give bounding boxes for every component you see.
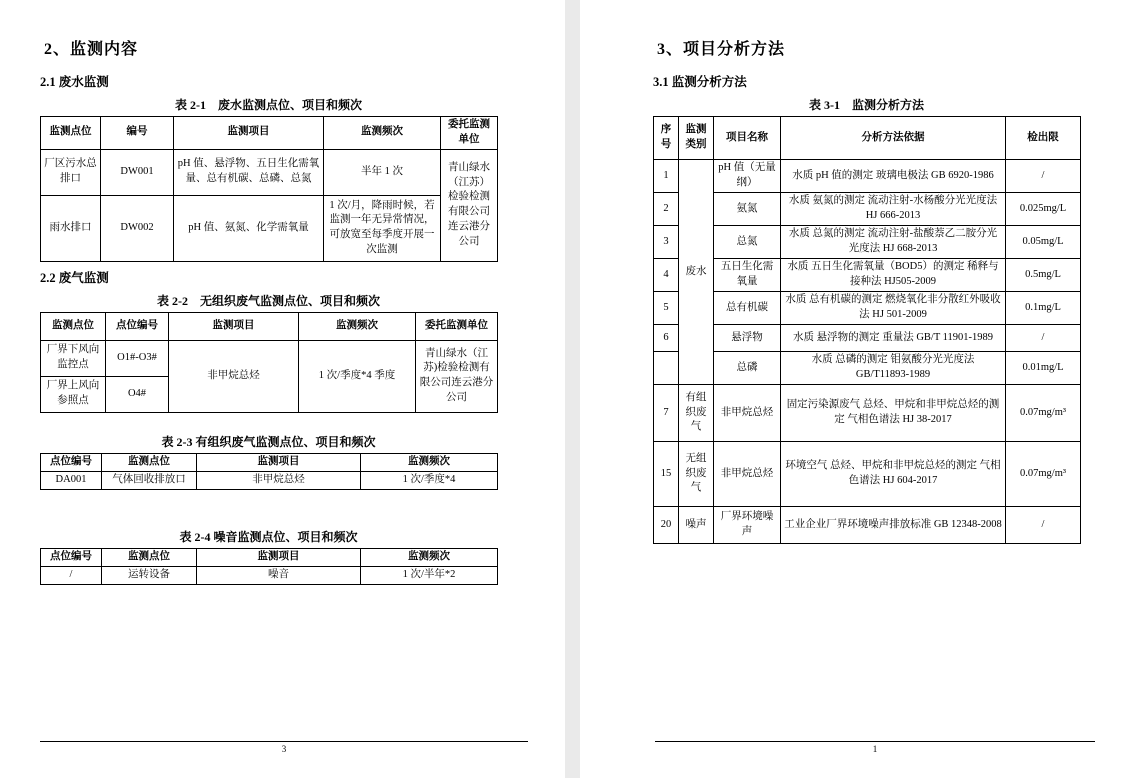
table-row [41, 149, 498, 195]
category-cell-organized-gas: 有组织废气 [679, 385, 714, 442]
frequency-cell: 1 次/半年*2 [361, 566, 498, 584]
detection-limit-cell: 0.05mg/L [1006, 226, 1081, 259]
frequency-cell: 1 次/季度*4 [361, 471, 498, 489]
page-right-content [653, 36, 1080, 544]
method-cell: 水质 五日生化需氧量（BOD5）的测定 稀释与接种法 HJ505-2009 [781, 259, 1006, 292]
table-row [41, 340, 498, 376]
point-code-cell: DW001 [101, 149, 174, 195]
frequency-cell: 1 次/月，降雨时候，若监测一年无异常情况，可放宽至每季度开展一次监测 [324, 195, 441, 261]
table-2-4-caption: 表 2-4 噪音监测点位、项目和频次 [179, 529, 358, 544]
column-header: 监测频次 [324, 117, 441, 150]
heading-3-1: 3.1 监测分析方法 [653, 75, 747, 89]
table-2-2-header-row [41, 312, 498, 340]
column-header: 监测频次 [299, 312, 416, 340]
column-header: 监测频次 [361, 453, 498, 471]
point-code-cell: O1#-O3# [106, 340, 169, 376]
page-left-content [40, 36, 497, 585]
method-cell: 水质 pH 值的测定 玻璃电极法 GB 6920-1986 [781, 160, 1006, 193]
table-row [654, 193, 1081, 226]
table-2-3-header-row [41, 453, 498, 471]
table-3-1-caption: 表 3-1 监测分析方法 [809, 98, 924, 112]
table-2-4 [40, 548, 498, 585]
detection-limit-cell: 0.07mg/m³ [1006, 385, 1081, 442]
row-number-cell: 3 [654, 226, 679, 259]
method-cell: 工业企业厂界环境噪声排放标准 GB 12348-2008 [781, 507, 1006, 544]
column-header: 监测点位 [102, 548, 197, 566]
monitor-items-cell: pH 值、氨氮、化学需氧量 [174, 195, 324, 261]
column-header: 分析方法依据 [781, 117, 1006, 160]
table-2-1-header-row [41, 117, 498, 150]
point-code-cell: O4# [106, 376, 169, 412]
table-row [654, 507, 1081, 544]
table-row [654, 160, 1081, 193]
column-header: 检出限 [1006, 117, 1081, 160]
method-cell: 环境空气 总烃、甲烷和非甲烷总烃的测定 气相色谱法 HJ 604-2017 [781, 442, 1006, 507]
column-header: 监测项目 [197, 548, 361, 566]
item-name-cell: 氨氮 [714, 193, 781, 226]
column-header: 监测点位 [41, 312, 106, 340]
column-header: 项目名称 [714, 117, 781, 160]
table-row [41, 471, 498, 489]
section-title-3: 3、项目分析方法 [657, 41, 786, 58]
table-2-3 [40, 453, 498, 490]
category-cell-unorganized-gas: 无组织废气 [679, 442, 714, 507]
row-number-cell: 2 [654, 193, 679, 226]
page-left [0, 0, 565, 778]
method-cell: 水质 悬浮物的测定 重量法 GB/T 11901-1989 [781, 325, 1006, 352]
column-header: 监测点位 [41, 117, 101, 150]
heading-2-2: 2.2 废气监测 [40, 270, 109, 285]
page-left-footer [40, 741, 528, 754]
commissioned-unit-cell: 青山绿水（江苏）检验检测有限公司连云港分公司 [441, 149, 498, 261]
row-number-cell: 4 [654, 259, 679, 292]
column-header: 监测频次 [361, 548, 498, 566]
point-code-cell: DW002 [101, 195, 174, 261]
item-name-cell: 非甲烷总烃 [714, 385, 781, 442]
monitor-items-cell: 非甲烷总烃 [197, 471, 361, 489]
method-cell: 水质 总氮的测定 流动注射-盐酸萘乙二胺分光光度法 HJ 668-2013 [781, 226, 1006, 259]
table-row [41, 566, 498, 584]
monitor-point-cell: 气体回收排放口 [102, 471, 197, 489]
item-name-cell: 总磷 [714, 352, 781, 385]
table-row [654, 325, 1081, 352]
page-gutter [565, 0, 580, 778]
section-title-2: 2、监测内容 [44, 41, 139, 58]
page-right [580, 0, 1140, 778]
column-header: 监测项目 [197, 453, 361, 471]
table-row [654, 226, 1081, 259]
method-cell: 水质 氨氮的测定 流动注射-水杨酸分光光度法 HJ 666-2013 [781, 193, 1006, 226]
detection-limit-cell: 0.025mg/L [1006, 193, 1081, 226]
item-name-cell: 总氮 [714, 226, 781, 259]
row-number-cell: 7 [654, 385, 679, 442]
row-number-cell: 1 [654, 160, 679, 193]
row-number-cell: 6 [654, 325, 679, 352]
column-header: 点位编号 [41, 548, 102, 566]
table-row [654, 385, 1081, 442]
table-3-1 [653, 116, 1081, 544]
frequency-cell: 1 次/季度*4 季度 [299, 340, 416, 412]
method-cell: 水质 总有机碳的测定 燃烧氧化非分散红外吸收法 HJ 501-2009 [781, 292, 1006, 325]
page-number: 3 [281, 744, 287, 754]
detection-limit-cell: 0.01mg/L [1006, 352, 1081, 385]
monitor-items-cell: 噪音 [197, 566, 361, 584]
table-2-1 [40, 116, 498, 262]
table-3-1-header-row [654, 117, 1081, 160]
table-2-2-caption: 表 2-2 无组织废气监测点位、项目和频次 [157, 293, 380, 308]
page-number: 1 [872, 744, 878, 754]
monitor-point-cell: 厂区污水总排口 [41, 149, 101, 195]
column-header: 监测项目 [174, 117, 324, 150]
table-2-1-caption: 表 2-1 废水监测点位、项目和频次 [175, 98, 362, 112]
item-name-cell: 总有机碳 [714, 292, 781, 325]
column-header: 点位编号 [106, 312, 169, 340]
column-header: 编号 [101, 117, 174, 150]
monitor-items-cell: 非甲烷总烃 [169, 340, 299, 412]
detection-limit-cell: 0.07mg/m³ [1006, 442, 1081, 507]
detection-limit-cell: 0.5mg/L [1006, 259, 1081, 292]
item-name-cell: pH 值（无量纲） [714, 160, 781, 193]
column-header: 点位编号 [41, 453, 102, 471]
item-name-cell: 五日生化需氧量 [714, 259, 781, 292]
category-cell-wastewater: 废水 [679, 160, 714, 385]
monitor-point-cell: 厂界下风向监控点 [41, 340, 106, 376]
frequency-cell: 半年 1 次 [324, 149, 441, 195]
row-number-cell: 20 [654, 507, 679, 544]
category-cell-noise: 噪声 [679, 507, 714, 544]
column-header: 监测点位 [102, 453, 197, 471]
column-header: 监测项目 [169, 312, 299, 340]
commissioned-unit-cell: 青山绿水（江苏)检验检测有限公司连云港分公司 [416, 340, 498, 412]
table-row [654, 442, 1081, 507]
detection-limit-cell: / [1006, 325, 1081, 352]
item-name-cell: 非甲烷总烃 [714, 442, 781, 507]
table-2-3-caption: 表 2-3 有组织废气监测点位、项目和频次 [161, 434, 376, 449]
monitor-items-cell: pH 值、悬浮物、五日生化需氧量、总有机碳、总磷、总氮 [174, 149, 324, 195]
method-cell: 水质 总磷的测定 钼氨酸分光光度法 GB/T11893-1989 [781, 352, 1006, 385]
row-number-cell: 15 [654, 442, 679, 507]
column-header: 序号 [654, 117, 679, 160]
method-cell: 固定污染源废气 总烃、甲烷和非甲烷总烃的测定 气相色谱法 HJ 38-2017 [781, 385, 1006, 442]
column-header: 委托监测单位 [441, 117, 498, 150]
point-code-cell: / [41, 566, 102, 584]
table-row [654, 292, 1081, 325]
item-name-cell: 厂界环境噪声 [714, 507, 781, 544]
detection-limit-cell: 0.1mg/L [1006, 292, 1081, 325]
monitor-point-cell: 厂界上风向参照点 [41, 376, 106, 412]
point-code-cell: DA001 [41, 471, 102, 489]
item-name-cell: 悬浮物 [714, 325, 781, 352]
table-row [654, 352, 1081, 385]
row-number-cell [654, 352, 679, 385]
table-2-2 [40, 312, 498, 413]
column-header: 委托监测单位 [416, 312, 498, 340]
heading-2-1: 2.1 废水监测 [40, 75, 109, 89]
monitor-point-cell: 运转设备 [102, 566, 197, 584]
table-row [41, 195, 498, 261]
page-right-footer [655, 741, 1095, 754]
row-number-cell: 5 [654, 292, 679, 325]
table-row [654, 259, 1081, 292]
column-header: 监测类别 [679, 117, 714, 160]
detection-limit-cell: / [1006, 160, 1081, 193]
table-2-4-header-row [41, 548, 498, 566]
monitor-point-cell: 雨水排口 [41, 195, 101, 261]
detection-limit-cell: / [1006, 507, 1081, 544]
